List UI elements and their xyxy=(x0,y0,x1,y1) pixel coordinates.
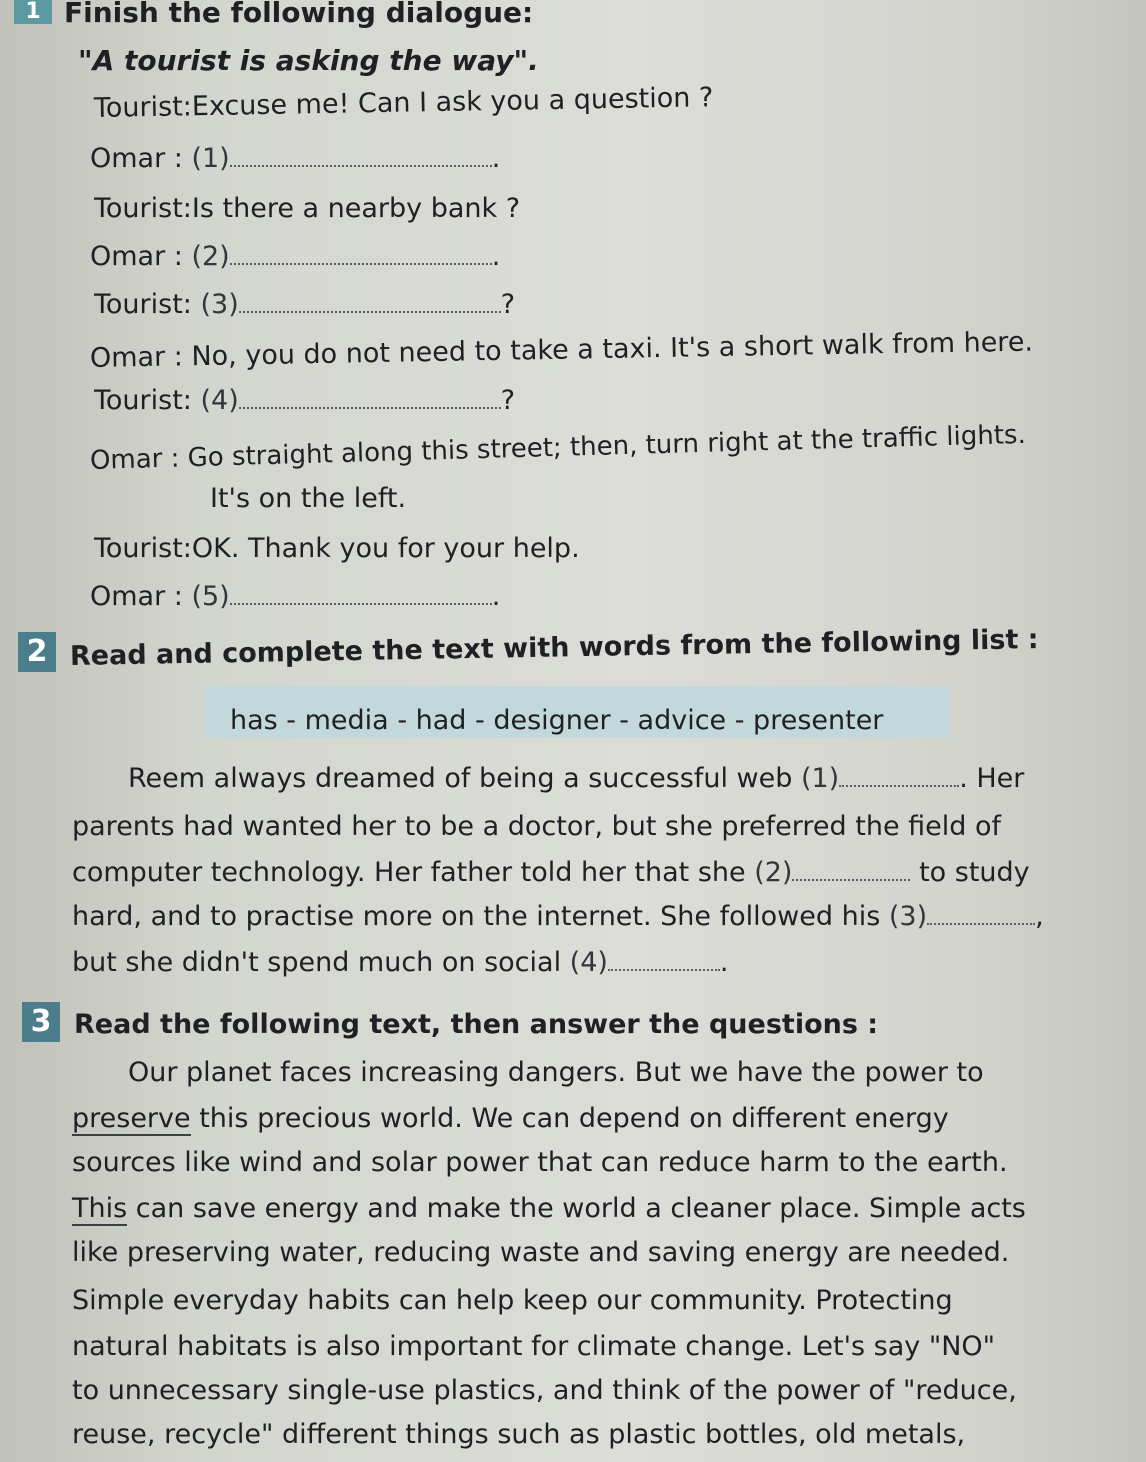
text-segment: , xyxy=(1035,901,1044,932)
text-line xyxy=(72,856,1030,890)
speaker-tourist: Tourist xyxy=(94,193,183,224)
separator: : xyxy=(182,193,192,224)
line-end: ? xyxy=(500,289,516,320)
separator: : xyxy=(182,533,192,564)
text-segment: . Her xyxy=(959,763,1025,794)
speaker-omar: Omar xyxy=(90,143,166,174)
section-1-subtitle: "A tourist is asking the way". xyxy=(78,44,539,77)
text-segment: to study xyxy=(919,857,1030,888)
passage-line: Simple everyday habits can help keep our community. Protecting xyxy=(72,1285,953,1316)
blank-number: (3) xyxy=(200,289,239,320)
blank-number: (5) xyxy=(191,581,230,612)
section-2-title: Read and complete the text with words from the following list : xyxy=(69,624,1039,672)
passage-line: natural habitats is also important for climate change. Let's say "NO" xyxy=(72,1331,996,1362)
dialogue-text: Go straight along this street; then, turn right at the traffic lights. xyxy=(187,419,1027,474)
passage-line xyxy=(72,1192,1026,1226)
passage-line: reuse, recycle" different things such as plastic bottles, old metals, xyxy=(72,1419,966,1450)
answer-blank[interactable] xyxy=(927,905,1035,925)
dialogue-line xyxy=(210,482,406,516)
text-segment: computer technology. Her father told her that she xyxy=(72,857,746,888)
answer-blank[interactable] xyxy=(230,245,492,265)
answer-blank[interactable] xyxy=(839,767,959,787)
dialogue-line xyxy=(90,142,500,176)
dialogue-text: Is there a nearby bank ? xyxy=(191,193,521,224)
dialogue-line xyxy=(90,418,1027,478)
separator: : xyxy=(182,385,201,416)
passage-line: like preserving water, reducing waste and saving energy are needed. xyxy=(72,1237,1010,1268)
text-segment: can save energy and make the world a cleaner place. Simple acts xyxy=(127,1193,1026,1224)
section-3-badge: 3 xyxy=(22,1002,60,1042)
blank-number: (1) xyxy=(800,763,840,794)
text-line xyxy=(72,946,729,980)
dialogue-text: It's on the left. xyxy=(210,483,407,514)
passage-line: sources like wind and solar power that can reduce harm to the earth. xyxy=(72,1147,1008,1178)
dialogue-text: No, you do not need to take a taxi. It's a short walk from here. xyxy=(191,326,1034,373)
dialogue-line xyxy=(90,326,1034,376)
text-segment: Reem always dreamed of being a successful web xyxy=(128,763,793,794)
section-1-badge: 1 xyxy=(14,0,52,24)
speaker-tourist: Tourist xyxy=(94,289,183,320)
section-3-title: Read the following text, then answer the questions : xyxy=(74,1009,879,1040)
dialogue-text: OK. Thank you for your help. xyxy=(191,533,580,564)
blank-number: (3) xyxy=(888,901,928,932)
speaker-omar: Omar xyxy=(89,443,163,476)
section-1-title: Finish the following dialogue: xyxy=(64,0,534,29)
line-end: ? xyxy=(500,385,516,416)
text-line xyxy=(72,900,1044,934)
answer-blank[interactable] xyxy=(230,585,492,605)
underlined-word: preserve xyxy=(72,1103,191,1134)
line-end: . xyxy=(491,143,501,174)
separator: : xyxy=(161,443,189,474)
speaker-tourist: Tourist xyxy=(94,385,183,416)
underlined-word: This xyxy=(72,1193,128,1224)
dialogue-line xyxy=(94,192,520,226)
dialogue-line xyxy=(90,240,500,274)
speaker-omar: Omar xyxy=(90,581,166,612)
text-segment: hard, and to practise more on the internet. She followed his xyxy=(72,901,881,932)
text-line xyxy=(128,762,1024,796)
blank-number: (4) xyxy=(569,947,608,978)
word-list: has - media - had - designer - advice - presenter xyxy=(230,705,884,736)
passage-line: Our planet faces increasing dangers. But we have the power to xyxy=(128,1057,984,1088)
speaker-tourist: Tourist xyxy=(94,533,183,564)
answer-blank[interactable] xyxy=(230,147,492,167)
section-2-badge: 2 xyxy=(18,632,56,672)
line-end: . xyxy=(491,241,501,272)
text-segment: this precious world. We can depend on different energy xyxy=(190,1103,949,1134)
speaker-omar: Omar xyxy=(90,241,166,272)
answer-blank[interactable] xyxy=(239,293,501,313)
passage-line xyxy=(72,1102,949,1136)
answer-blank[interactable] xyxy=(792,861,910,881)
text-segment: . xyxy=(719,947,729,978)
line-end: . xyxy=(491,581,501,612)
answer-blank[interactable] xyxy=(608,951,720,971)
text-line: parents had wanted her to be a doctor, but she preferred the field of xyxy=(72,811,1002,842)
dialogue-line xyxy=(94,384,515,418)
blank-number: (2) xyxy=(191,241,230,272)
dialogue-line xyxy=(94,532,580,566)
separator: : xyxy=(165,241,192,272)
blank-number: (1) xyxy=(191,143,230,174)
answer-blank[interactable] xyxy=(239,389,501,409)
dialogue-line xyxy=(94,288,515,322)
separator: : xyxy=(164,341,192,373)
blank-number: (4) xyxy=(200,385,239,416)
passage-line: to unnecessary single-use plastics, and think of the power of "reduce, xyxy=(72,1375,1017,1406)
blank-number: (2) xyxy=(754,857,793,888)
separator: : xyxy=(165,581,192,612)
dialogue-line xyxy=(90,580,500,614)
speaker-omar: Omar xyxy=(89,341,166,374)
dialogue-text: Excuse me! Can I ask you a question ? xyxy=(191,82,714,123)
text-segment: but she didn't spend much on social xyxy=(72,947,562,978)
separator: : xyxy=(182,289,201,320)
separator: : xyxy=(182,91,193,123)
dialogue-line xyxy=(94,81,714,126)
speaker-tourist: Tourist xyxy=(93,91,184,124)
separator: : xyxy=(165,143,192,174)
